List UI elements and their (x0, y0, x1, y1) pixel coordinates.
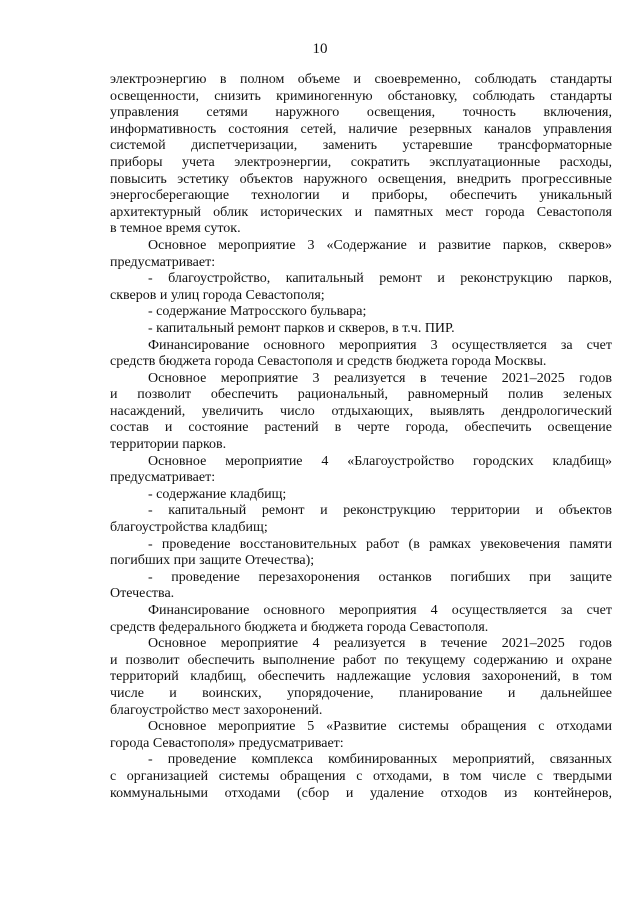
text-line: - проведение восстановительных работ (в рамках увековечения памяти (148, 536, 612, 552)
text-line: с организацией системы обращения с отходами, в том числе с твердыми (110, 768, 612, 784)
text-line: в темное время суток. (110, 221, 241, 237)
text-line: - содержание кладбищ; (148, 486, 287, 502)
text-line: скверов и улиц города Севастополя; (110, 287, 325, 303)
text-line: - капитальный ремонт парков и скверов, в т.ч. ПИР. (148, 320, 455, 336)
text-line: - капитальный ремонт и реконструкцию территории и объектов (148, 503, 612, 519)
text-line: повысить эстетику объектов наружного освещения, внедрить прогрессивные (110, 171, 612, 187)
text-line: состав и состояние растений в черте города, обеспечить освещение (110, 420, 612, 436)
text-line: города Севастополя» предусматривает: (110, 735, 344, 751)
text-line: - проведение перезахоронения останков погибших при защите (148, 569, 612, 585)
text-line: средств бюджета города Севастополя и средств бюджета города Москвы. (110, 354, 547, 370)
text-line: освещенности, снизить криминогенную обстановку, соблюдать стандарты (110, 88, 612, 104)
document-body (110, 72, 612, 802)
text-line: благоустройство мест захоронений. (110, 702, 323, 718)
text-line: Основное мероприятие 3 реализуется в течение 2021–2025 годов (148, 370, 612, 386)
text-line: коммунальными отходами (сбор и удаление отходов из контейнеров, (110, 785, 612, 801)
text-line: - содержание Матросского бульвара; (148, 304, 367, 320)
text-line: Основное мероприятие 5 «Развитие системы обращения с отходами (148, 719, 612, 735)
text-line: системой диспетчеризации, заменить устаревшие трансформаторные (110, 138, 612, 154)
text-line: Финансирование основного мероприятия 4 осуществляется за счет (148, 603, 612, 618)
text-line: и позволит обеспечить выполнение работ по текущему содержанию и охране (110, 652, 612, 668)
text-line: энергосберегающие технологии и приборы, обеспечить уникальный (110, 188, 612, 204)
text-line: территории парков. (110, 437, 227, 453)
text-line: погибших при защите Отечества); (110, 553, 315, 569)
text-line: электроэнергию в полном объеме и своевременно, соблюдать стандарты (110, 72, 612, 87)
text-line: предусматривает: (110, 254, 216, 270)
text-line: информативность состояния сетей, наличие резервных каналов управления (110, 121, 612, 137)
page-number: 10 (312, 41, 328, 57)
text-line: числе и воинских, упорядочение, планирование и дальнейшее (110, 685, 612, 701)
text-line: территорий кладбищ, обеспечить надлежащие условия захоронений, в том (110, 669, 612, 685)
text-line: благоустройства кладбищ; (110, 520, 268, 536)
text-line: приборы учета электроэнергии, сократить эксплуатационные расходы, (110, 154, 612, 170)
text-line: средств федерального бюджета и бюджета города Севастополя. (110, 619, 489, 635)
text-line: предусматривает: (110, 470, 216, 486)
text-line: - благоустройство, капитальный ремонт и реконструкцию парков, (148, 271, 612, 287)
text-line: Финансирование основного мероприятия 3 осуществляется за счет (148, 337, 612, 353)
text-line: Основное мероприятие 3 «Содержание и развитие парков, скверов» (148, 237, 612, 253)
text-line: архитектурный облик исторических и памятных мест города Севастополя (110, 204, 612, 220)
text-line: и позволит обеспечить рациональный, равномерный полив зеленых (110, 387, 612, 403)
text-line: - проведение комплекса комбинированных мероприятий, связанных (148, 752, 612, 768)
text-line: Основное мероприятие 4 реализуется в течение 2021–2025 годов (148, 636, 612, 652)
text-line: насаждений, увеличить число отдыхающих, выявлять дендрологический (110, 403, 612, 419)
text-line: Основное мероприятие 4 «Благоустройство городских кладбищ» (148, 453, 612, 469)
text-line: управления сетями наружного освещения, точность включения, (110, 105, 612, 121)
text-line: Отечества. (110, 586, 175, 602)
